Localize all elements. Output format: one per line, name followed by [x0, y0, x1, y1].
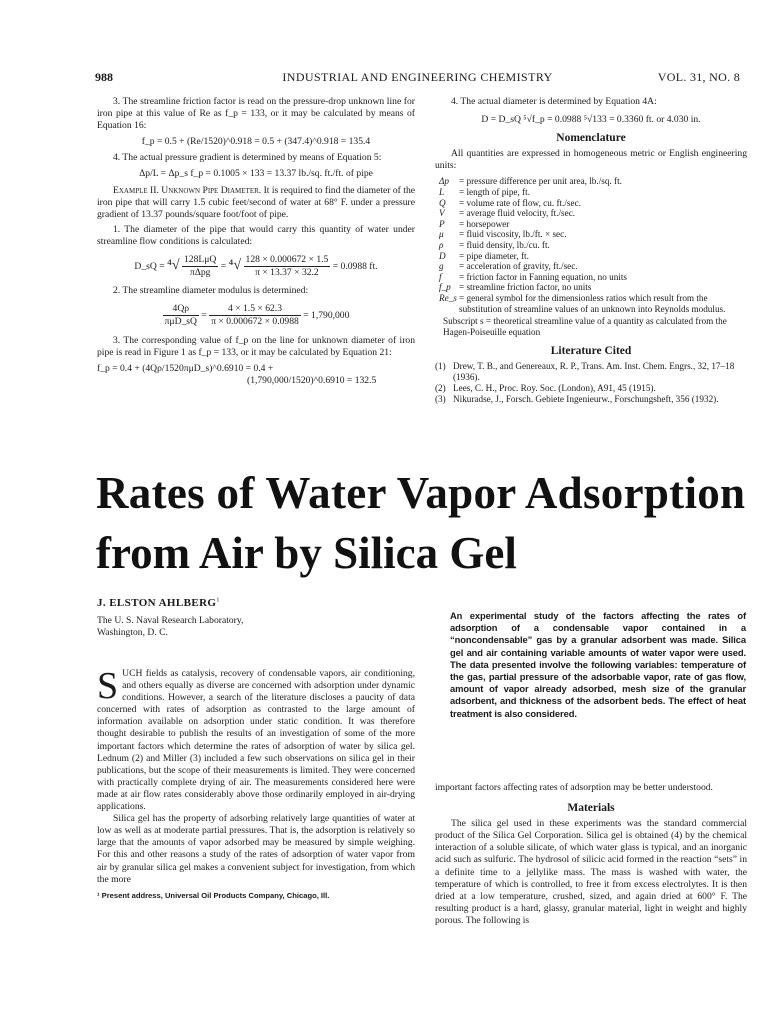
nomenclature-definition: = general symbol for the dimensionless ratios which result from the substitution of streamline values of an unknown into Reynolds modulus. — [459, 293, 726, 314]
nomenclature-symbol: g — [439, 261, 444, 272]
nomenclature-symbol: Q — [439, 197, 446, 208]
step-2-text: 2. The streamline diameter modulus is determined: — [113, 285, 309, 297]
example-body: It is required to find the diameter of the iron pipe that will carry 1.5 cubic feet/second of water at 68° F. under a pressure gradient of 13.37 pounds/square foot/foot of pipe. — [97, 184, 415, 220]
equation-diameter: D_sQ = ⁴√ $\frac{\text{128LμQ}}{\text{πΔpg}}$ = ⁴√ $\frac{128 \times 0.000672 \times 1.5}{\pi \times 13.37 \times 32.2}$ = 0.0988 ft. — [134, 254, 378, 279]
nomenclature-symbol: P — [439, 218, 445, 229]
volume-issue: VOL. 31, NO. 8 — [657, 70, 740, 84]
equation-fp-21b: (1,790,000/1520)^0.6910 = 132.5 — [247, 374, 377, 386]
eq-d-frac1: $\frac{\text{128LμQ}}{\text{πΔpg}}$ — [184, 254, 217, 279]
step-1-text: 1. The diameter of the pipe that would carry this quantity of water under streamline flow conditions is calculated: — [97, 223, 415, 247]
example-ii — [97, 185, 415, 221]
footnote: ¹ Present address, Universal Oil Products Company, Chicago, Ill. — [97, 890, 330, 900]
nomenclature-symbol: D — [439, 250, 446, 261]
materials-heading: Materials — [567, 802, 615, 815]
equation-pressure-gradient: Δp/L = Δp_s f_p = 0.1005 × 133 = 13.37 lb./sq. ft./ft. of pipe — [139, 168, 373, 180]
subscript-note: Subscript s = theoretical streamline value of a quantity as calculated from the Hagen-Poiseuille equation — [443, 316, 727, 337]
nomenclature-symbol: V — [439, 208, 445, 219]
top-right-column — [435, 96, 747, 405]
reference-text: Lees, C. H., Proc. Roy. Soc. (London), A91, 45 (1915). — [453, 383, 656, 394]
intro-paragraph-2: Silica gel has the property of adsorbing relatively large quantities of water at low as well as at moderate partial pressures. That is, the adsorption is relatively so large that the amounts of vapor adsorbed may be measured by simple weighing. For this and other reasons a study of the rates of adsorption of water vapor from air by granular silica gel makes a convenient subject for investigation, from which the more — [97, 813, 415, 885]
step-4b-text: 4. The actual diameter is determined by Equation 4A: — [451, 96, 657, 107]
equation-fp-21a: f_p = 0.4 + (4Qρ/1520πμD_s)^0.6910 = 0.4 + — [97, 362, 274, 374]
eq-d-result: = 0.0988 ft. — [332, 260, 378, 272]
literature-heading: Literature Cited — [550, 345, 632, 358]
materials-paragraph: The silica gel used in these experiments was the standard commercial product of the Silica Gel Corporation. Silica gel is obtained (4) by the chemical interaction of a soluble silicate, of which water glass is typical, and an inorganic acid such as sulfuric. The hydrosol of silicic acid formed in the reaction “sets” in a definite time to a jellylike mass. The mass is washed with water, the temperature of which is controlled, to free it from excess electrolytes. It is then dried at a low temperature, crushed, sized, and again dried at 600° F. The resulting product is a hard, glassy, granular material, light in weight and highly porous. The following is — [435, 818, 747, 926]
reference-item — [435, 383, 747, 394]
nomenclature-definition: = length of pipe, ft. — [459, 187, 531, 198]
article-title-line-2: from Air by Silica Gel — [96, 528, 517, 578]
intro-paragraph-1: SUCH fields as catalysis, recovery of condensable vapors, air conditioning, and others equally as diverse are concerned with adsorption under dynamic conditions. However, a search of the literature discloses a paucity of data concerned with rates of adsorption as contrasted to the large amount of information available on adsorption under static condition. It was therefore thought desirable to publish the results of an investigation of some of the more important factors which determine the rates of adsorption of water by silica gel. Lednum (2) and Miller (3) included a few such observations on silica gel in their publications, but the scope of their measurements is limited. They were concerned with practically complete drying of air. The measurements considered here were made at air flow rates considerably above those ordinarily employed in air-drying applications. — [97, 665, 415, 813]
reference-text: Drew, T. B., and Genereaux, R. P., Trans. Am. Inst. Chem. Engrs., 32, 17–18 (1936). — [453, 361, 735, 383]
nomenclature-symbol: Re_s — [439, 293, 457, 303]
author-affiliation: The U. S. Naval Research Laboratory, Washington, D. C. — [97, 615, 244, 638]
equation-actual-diameter: D = D_sQ ⁵√f_p = 0.0988 ⁵√133 = 0.3360 ft. or 4.030 in. — [481, 114, 701, 126]
reference-item — [435, 394, 747, 405]
body-right-column — [435, 782, 747, 927]
body-left-column — [97, 665, 415, 902]
reference-number: (3) — [435, 394, 446, 405]
nomenclature-intro: All quantities are expressed in homogeneous metric or English engineering units: — [435, 148, 747, 172]
drop-cap: S — [97, 665, 119, 707]
reference-text: Nikuradse, J., Forsch. Gebiete Ingenieurw., Forschungsheft, 356 (1932). — [453, 394, 719, 405]
equation-diameter-modulus: $\frac{4Q\rho}{\text{πμD\_sQ}}$ = $\frac{4 \times 1.5 \times 62.3}{\pi \times 0.000672 \times 0.0988}$ = 1,790,000 — [164, 303, 350, 328]
eq-d-lhs: D_sQ = — [134, 260, 165, 272]
step-3b-text: 3. The corresponding value of f_p on the line for unknown diameter of iron pipe is read in Figure 1 as f_p = 133, or it may be calculated by Equation 21: — [97, 334, 415, 358]
article-title-line-1: Rates of Water Vapor Adsorption — [96, 468, 746, 518]
author-name: J. ELSTON AHLBERG$^1$ — [97, 597, 220, 609]
nomenclature-definition: = streamline friction factor, no units — [459, 282, 592, 293]
nomenclature-definition: = fluid density, lb./cu. ft. — [459, 240, 550, 251]
reference-number: (2) — [435, 383, 446, 394]
reference-list — [435, 361, 747, 405]
continued-text: important factors affecting rates of adsorption may be better understood. — [435, 782, 713, 793]
equation-fp: f_p = 0.5 + (Re/1520)^0.918 = 0.5 + (347.4)^0.918 = 135.4 — [141, 136, 371, 148]
nomenclature-symbol: L — [439, 187, 445, 198]
nomenclature-symbol: Δp — [439, 176, 449, 187]
author-footnote-mark: 1 — [216, 597, 220, 604]
example-label: Example II. — [113, 184, 159, 196]
nomenclature-symbol: f_p — [439, 282, 451, 293]
reference-item — [435, 361, 747, 383]
step-3-text: 3. The streamline friction factor is read on the pressure-drop unknown line for iron pipe at this value of Re as f_p = 133, or it may be calculated by means of Equation 16: — [97, 96, 415, 132]
top-left-column — [97, 96, 415, 387]
eq-d-frac2: $\frac{128 \times 0.000672 \times 1.5}{\pi \times 13.37 \times 32.2}$ — [245, 254, 329, 279]
page-number: 988 — [95, 70, 113, 84]
nomenclature-list — [439, 176, 747, 314]
nomenclature-definition: = fluid viscosity, lb./ft. × sec. — [459, 229, 567, 240]
nomenclature-definition: = horsepower — [459, 218, 510, 229]
abstract: An experimental study of the factors affecting the rates of adsorption of a condensable vapor contained in a “noncondensable” gas by a granular adsorbent was made. Silica gel and air containing variable amounts of water vapor were used. The data presented involve the following variables: temperature of the gas, partial pressure of the adsorbable vapor, rate of gas flow, amount of vapor already adsorbed, mesh size of the granular adsorbent, and thickness of the adsorbent beds. The effect of heat treatment is also considered. — [450, 610, 746, 719]
journal-name: INDUSTRIAL AND ENGINEERING CHEMISTRY — [282, 70, 553, 84]
example-title: Unknown Pipe Diameter. — [161, 184, 262, 196]
step-4-text: 4. The actual pressure gradient is determined by means of Equation 5: — [113, 152, 382, 164]
nomenclature-symbol: f — [439, 271, 442, 282]
nomenclature-definition: = acceleration of gravity, ft./sec. — [459, 261, 578, 272]
nomenclature-definition: = volume rate of flow, cu. ft./sec. — [459, 197, 581, 208]
reference-number: (1) — [435, 361, 446, 372]
nomenclature-definition: = pressure difference per unit area, lb./sq. ft. — [459, 176, 622, 187]
nomenclature-symbol: ρ — [439, 240, 444, 251]
nomenclature-definition: = friction factor in Fanning equation, no units — [459, 271, 627, 282]
running-header — [95, 70, 740, 86]
nomenclature-symbol: μ — [439, 229, 444, 240]
nomenclature-definition: = average fluid velocity, ft./sec. — [459, 208, 576, 219]
nomenclature-heading: Nomenclature — [556, 132, 626, 145]
nomenclature-definition: = pipe diameter, ft. — [459, 250, 529, 261]
